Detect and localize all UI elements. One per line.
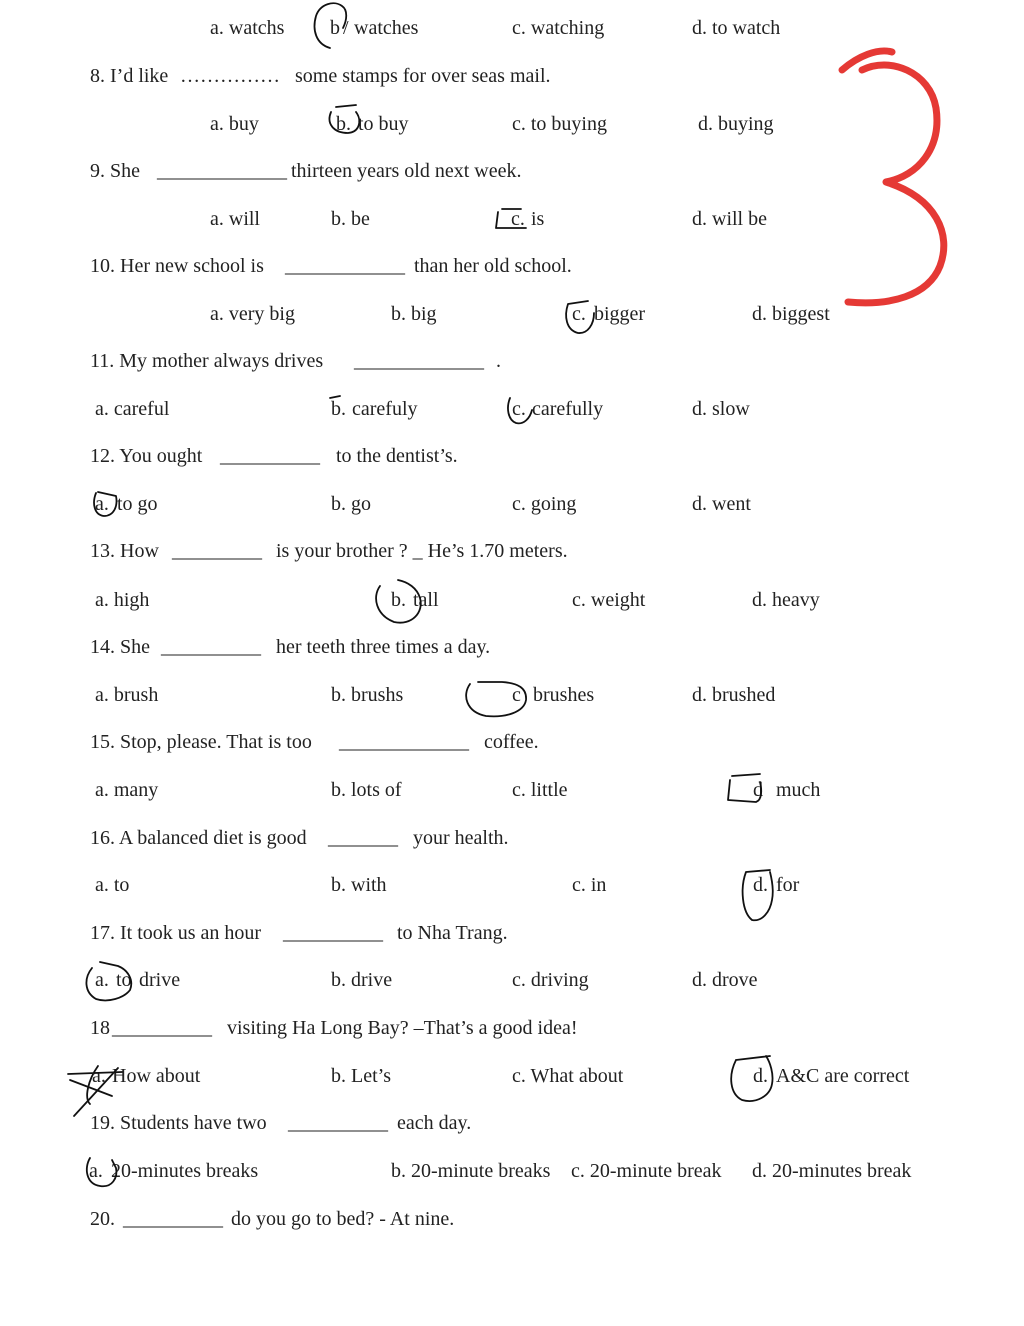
q19-stem-end: each day. [397, 1112, 472, 1134]
q8-option-a: a. buy [210, 113, 259, 135]
q19-option-b: b. 20-minute breaks [391, 1160, 551, 1182]
q9-stem-start: 9. She [90, 160, 140, 182]
q7-option-d: d. to watch [692, 17, 781, 39]
q17-option-a: drive [139, 969, 181, 991]
q8-option-d: d. buying [698, 113, 774, 135]
q14-option-d: d. brushed [692, 684, 776, 706]
q7-option-c: c. watching [512, 17, 605, 39]
q7-option-b-slash: / [343, 17, 349, 39]
q7-option-a: a. watchs [210, 17, 285, 39]
q13-option-d: d. heavy [752, 589, 820, 611]
q11-option-c: carefully [532, 398, 604, 420]
q9-stem-end: thirteen years old next week. [291, 160, 522, 182]
score-mark-3 [842, 51, 944, 303]
q17-blank: __________ [283, 922, 383, 944]
q12-blank: __________ [220, 445, 320, 467]
q14-option-a: a. brush [95, 684, 159, 706]
q16-blank: _______ [328, 827, 398, 849]
q12-option-b: b. go [331, 493, 371, 515]
q15-stem-end: coffee. [484, 731, 539, 753]
q12-option-a-letter: a. [95, 493, 109, 515]
q18-option-a: How about [112, 1065, 201, 1087]
q11-blank: _____________ [354, 350, 484, 372]
q17-option-b: b. drive [331, 969, 393, 991]
q18-option-d-letter: d. [753, 1065, 768, 1087]
q11-stem-period: . [496, 350, 501, 372]
q16-option-a: a. to [95, 874, 130, 896]
q15-stem-start: 15. Stop, please. That is too [90, 731, 312, 753]
q12-option-c: c. going [512, 493, 577, 515]
q17-option-d: d. drove [692, 969, 758, 991]
q9-blank: _____________ [157, 160, 287, 182]
q9-option-c: is [531, 208, 545, 230]
q10-stem-start: 10. Her new school is [90, 255, 264, 277]
q16-option-d: for [776, 874, 800, 896]
q20-stem-start: 20. [90, 1208, 115, 1230]
q19-option-c: c. 20-minute break [571, 1160, 722, 1182]
q11-option-c-letter: c. [512, 398, 526, 420]
q19-blank: __________ [288, 1112, 388, 1134]
q7-option-b-letter: b [330, 17, 340, 39]
q8-option-b: to buy [358, 113, 409, 135]
q16-option-c: c. in [572, 874, 607, 896]
q19-stem-start: 19. Students have two [90, 1112, 267, 1134]
q9-option-c-letter: c. [511, 208, 525, 230]
q13-stem-start: 13. How [90, 540, 159, 562]
q8-option-c: c. to buying [512, 113, 607, 135]
q8-stem-end: some stamps for over seas mail. [295, 65, 551, 87]
q14-stem-start: 14. She [90, 636, 150, 658]
q18-stem-start: 18 [90, 1017, 110, 1039]
q16-stem-start: 16. A balanced diet is good [90, 827, 307, 849]
q10-option-c: bigger [594, 303, 646, 325]
q16-stem-end: your health. [413, 827, 509, 849]
q11-option-b-letter: b. [331, 398, 346, 420]
q10-option-a: a. very big [210, 303, 295, 325]
q17-option-c: c. driving [512, 969, 589, 991]
q11-option-a: a. careful [95, 398, 170, 420]
q8-stem-start: 8. I’d like [90, 65, 169, 87]
q18-option-d: A&C are correct [776, 1065, 910, 1087]
q13-option-b: tall [413, 589, 439, 611]
q14-option-c-letter: c [512, 684, 521, 706]
q14-stem-end: her teeth three times a day. [276, 636, 491, 658]
q7-option-b: watches [354, 17, 419, 39]
q18-option-b: b. Let’s [331, 1065, 391, 1087]
q12-option-d: d. went [692, 493, 751, 515]
q18-blank: __________ [112, 1017, 212, 1039]
q17-stem-end: to Nha Trang. [397, 922, 508, 944]
q14-blank: __________ [161, 636, 261, 658]
q18-option-c: c. What about [512, 1065, 624, 1087]
q19-option-a-letter: a. [89, 1160, 103, 1182]
q9-option-d: d. will be [692, 208, 767, 230]
q13-stem-end: is your brother ? _ He’s 1.70 meters. [276, 540, 568, 562]
q16-option-b: b. with [331, 874, 387, 896]
q8-blank: …………… [180, 65, 280, 87]
q13-option-a: a. high [95, 589, 150, 611]
q15-blank: _____________ [339, 731, 469, 753]
q19-option-a: 20-minutes breaks [111, 1160, 259, 1182]
q11-option-b: carefuly [352, 398, 418, 420]
q14-option-c: brushes [533, 684, 595, 706]
q15-option-d-letter: d [753, 779, 763, 801]
q9-option-b: b. be [331, 208, 370, 230]
q15-option-a: a. many [95, 779, 159, 801]
q17-option-a-letter: a. [95, 969, 109, 991]
q13-option-c: c. weight [572, 589, 646, 611]
q10-stem-end: than her old school. [414, 255, 572, 277]
q10-option-d: d. biggest [752, 303, 830, 325]
q15-option-c: c. little [512, 779, 568, 801]
q10-blank: ____________ [285, 255, 405, 277]
q16-option-d-letter: d. [753, 874, 768, 896]
q11-stem: 11. My mother always drives [90, 350, 324, 372]
q18-option-a-letter: a. [92, 1065, 106, 1087]
q12-stem-end: to the dentist’s. [336, 445, 458, 467]
q15-option-b: b. lots of [331, 779, 402, 801]
q13-option-b-letter: b. [391, 589, 406, 611]
q12-option-a: to go [117, 493, 158, 515]
q19-option-d: d. 20-minutes break [752, 1160, 912, 1182]
q17-stem-start: 17. It took us an hour [90, 922, 262, 944]
q8-option-b-letter: b. [336, 113, 351, 135]
q20-blank: __________ [123, 1208, 223, 1230]
q17-option-a-to: to [116, 969, 132, 991]
q14-option-b: b. brushs [331, 684, 404, 706]
q10-option-b: b. big [391, 303, 437, 325]
q15-option-d: much [776, 779, 821, 801]
q11-option-d: d. slow [692, 398, 750, 420]
q18-stem-end: visiting Ha Long Bay? –That’s a good idea! [227, 1017, 578, 1039]
q9-option-a: a. will [210, 208, 260, 230]
q10-option-c-letter: c. [572, 303, 586, 325]
q20-stem-end: do you go to bed? - At nine. [231, 1208, 455, 1230]
q12-stem-start: 12. You ought [90, 445, 203, 467]
q13-blank: _________ [172, 540, 262, 562]
